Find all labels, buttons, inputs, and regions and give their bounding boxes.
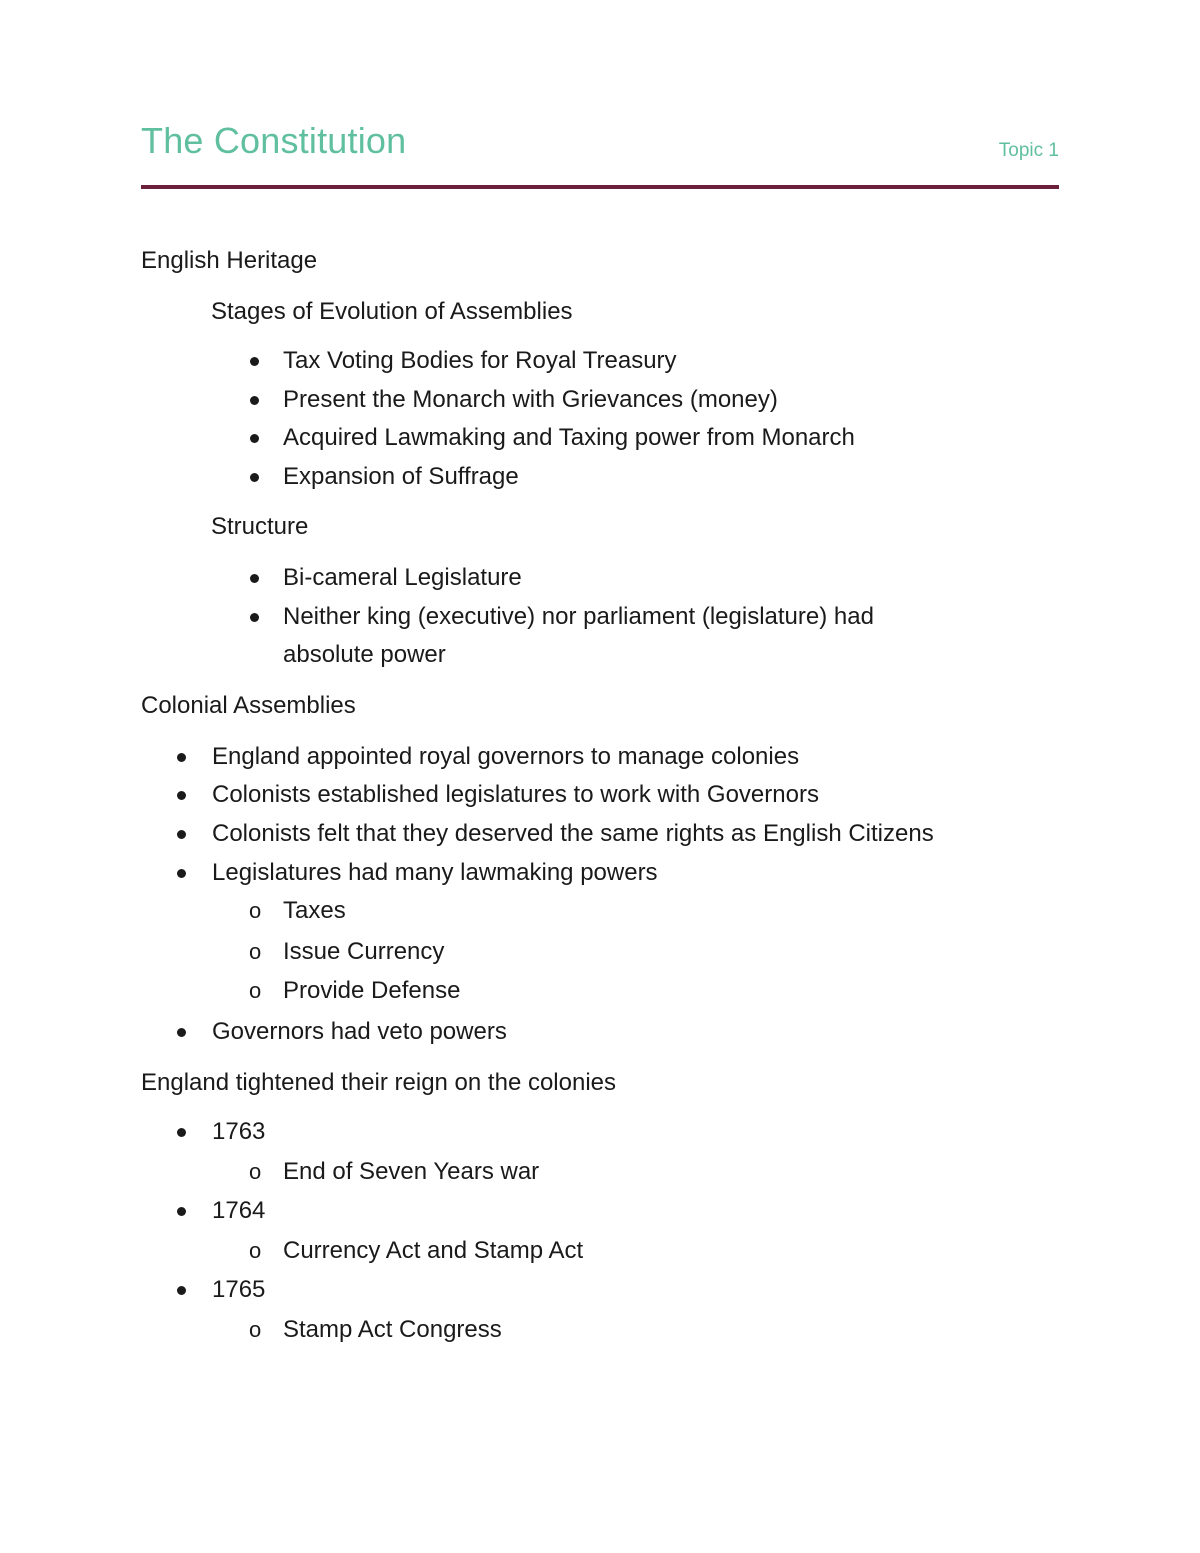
- sub-list-item: Provide Defense: [283, 977, 461, 1004]
- sub-list-item: Stamp Act Congress: [283, 1316, 502, 1343]
- bullet-icon: [177, 791, 186, 800]
- list-item: Colonists established legislatures to work with Governors: [212, 781, 819, 808]
- bullet-icon: [177, 1128, 186, 1137]
- list-item: England appointed royal governors to manage colonies: [212, 743, 800, 770]
- sub-list-item: Issue Currency: [283, 938, 445, 965]
- bullet-icon: [250, 396, 259, 405]
- bullet-icon: [177, 1286, 186, 1295]
- bullet-icon: [177, 830, 186, 839]
- list-item: Expansion of Suffrage: [283, 463, 519, 490]
- list-item: Legislatures had many lawmaking powers: [212, 859, 658, 886]
- subheading-structure: Structure: [211, 513, 309, 540]
- heading-english-heritage: English Heritage: [141, 247, 318, 274]
- bullet-icon: [250, 574, 259, 583]
- list-item-year: 1763: [212, 1118, 266, 1145]
- subheading-stages: Stages of Evolution of Assemblies: [211, 298, 573, 325]
- sub-bullet-icon: o: [249, 939, 262, 964]
- list-item: Governors had veto powers: [212, 1018, 507, 1045]
- page-header: [141, 118, 1059, 168]
- bullet-icon: [250, 434, 259, 443]
- list-item-year: 1764: [212, 1197, 266, 1224]
- list-item: Neither king (executive) nor parliament (legislature) had: [283, 603, 874, 630]
- list-item: Tax Voting Bodies for Royal Treasury: [283, 347, 677, 374]
- list-item: Colonists felt that they deserved the same rights as English Citizens: [212, 820, 934, 847]
- bullet-icon: [250, 357, 259, 366]
- bullet-icon: [177, 753, 186, 762]
- sub-list-item: Currency Act and Stamp Act: [283, 1237, 584, 1264]
- heading-england-tightened: England tightened their reign on the colonies: [141, 1069, 617, 1096]
- bullet-icon: [250, 473, 259, 482]
- heading-colonial-assemblies: Colonial Assemblies: [141, 692, 356, 719]
- sub-bullet-icon: o: [249, 1238, 262, 1263]
- sub-list-item: End of Seven Years war: [283, 1158, 540, 1185]
- list-item: Present the Monarch with Grievances (money): [283, 386, 778, 413]
- sub-bullet-icon: o: [249, 1317, 262, 1342]
- list-item: Acquired Lawmaking and Taxing power from Monarch: [283, 424, 855, 451]
- header-divider: [141, 185, 1059, 189]
- sub-bullet-icon: o: [249, 898, 262, 923]
- list-item: Bi-cameral Legislature: [283, 564, 522, 591]
- list-item-year: 1765: [212, 1276, 266, 1303]
- sub-bullet-icon: o: [249, 978, 262, 1003]
- bullet-icon: [177, 1207, 186, 1216]
- bullet-icon: [177, 1028, 186, 1037]
- document-title: The Constitution: [141, 120, 407, 161]
- bullet-icon: [250, 613, 259, 622]
- sub-bullet-icon: o: [249, 1159, 262, 1184]
- list-item-continuation: absolute power: [283, 641, 446, 668]
- sub-list-item: Taxes: [283, 897, 346, 924]
- topic-label: Topic 1: [998, 140, 1059, 161]
- bullet-icon: [177, 869, 186, 878]
